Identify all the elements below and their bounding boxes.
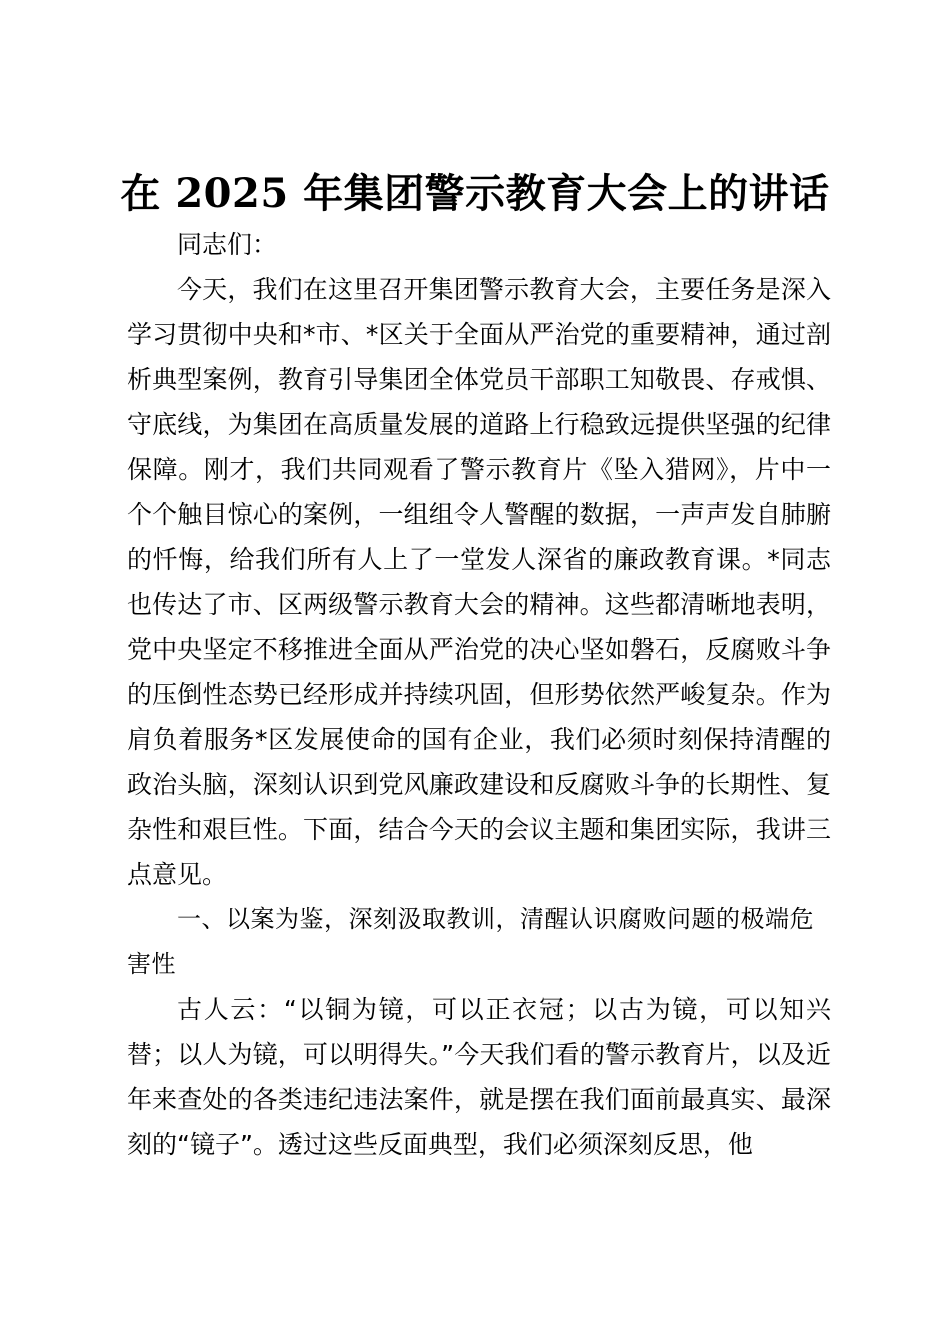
document-body: [127, 222, 831, 1167]
salutation: 同志们：: [177, 230, 278, 259]
section-heading-1: 一、以案为鉴，深刻汲取教训，清醒认识腐败问题的极端危害性: [127, 905, 814, 978]
document-title: 在 2025 年集团警示教育大会上的讲话: [120, 170, 830, 217]
opening-paragraph: 今天，我们在这里召开集团警示教育大会，主要任务是深入学习贯彻中央和*市、*区关于全面从严治党的重要精神，通过剖析典型案例，教育引导集团全体党员干部职工知敬畏、存戒惧、守底线，为集团在高质量发展的道路上行稳致远提供坚强的纪律保障。刚才，我们共同观看了警示教育片《坠入猎网》，片中一个个触目惊心的案例，一组组令人警醒的数据，一声声发自肺腑的忏悔，给我们所有人上了一堂发人深省的廉政教育课。*同志也传达了市、区两级警示教育大会的精神。这些都清晰地表明，党中央坚定不移推进全面从严治党的决心坚如磐石，反腐败斗争的压倒性态势已经形成并持续巩固，但形势依然严峻复杂。作为肩负着服务*区发展使命的国有企业，我们必须时刻保持清醒的政治头脑，深刻认识到党风廉政建设和反腐败斗争的长期性、复杂性和艰巨性。下面，结合今天的会议主题和集团实际，我讲三点意见。: [127, 275, 831, 889]
section-1-paragraph: 古人云：“以铜为镜，可以正衣冠；以古为镜，可以知兴替；以人为镜，可以明得失。”今天我们看的警示教育片，以及近年来查处的各类违纪违法案件，就是摆在我们面前最真实、最深刻的“镜子”。透过这些反面典型，我们必须深刻反思，他: [127, 995, 831, 1159]
